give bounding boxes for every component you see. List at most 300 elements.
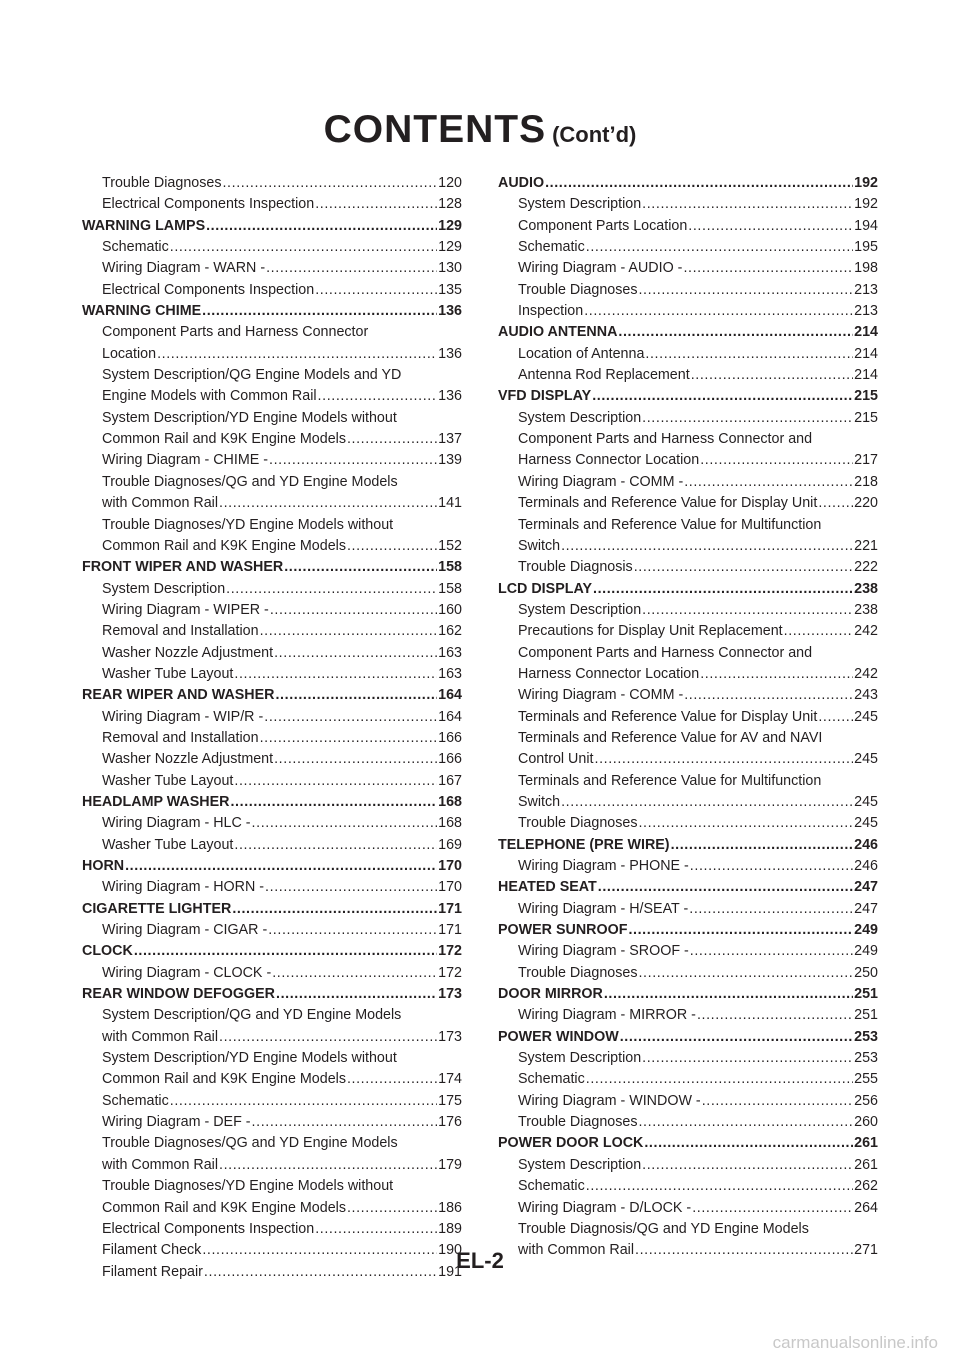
dot-leader bbox=[684, 472, 853, 493]
toc-entry-title: System Description bbox=[102, 580, 226, 597]
toc-entry-title: with Common Rail bbox=[518, 1242, 634, 1259]
dot-leader bbox=[784, 621, 854, 642]
toc-entry[interactable] bbox=[82, 1048, 462, 1069]
toc-entry-title: HEATED SEAT bbox=[498, 879, 597, 896]
toc-entry[interactable] bbox=[82, 1133, 462, 1154]
toc-page-number: 190 bbox=[438, 1242, 462, 1259]
toc-entry-title: Component Parts Location bbox=[518, 217, 688, 234]
toc-entry[interactable] bbox=[498, 301, 878, 322]
toc-entry-title: CLOCK bbox=[82, 943, 133, 960]
toc-entry-title: POWER DOOR LOCK bbox=[498, 1135, 644, 1152]
dot-leader bbox=[595, 749, 854, 770]
toc-entry[interactable] bbox=[82, 280, 462, 301]
dot-leader bbox=[234, 771, 437, 792]
dot-leader bbox=[284, 557, 437, 578]
dot-leader bbox=[275, 685, 437, 706]
toc-entry-title: Wiring Diagram - WINDOW - bbox=[518, 1092, 701, 1109]
toc-page-number: 189 bbox=[438, 1220, 462, 1237]
toc-page-number: 130 bbox=[438, 260, 462, 277]
toc-entry-title: Terminals and Reference Value for Multifunction bbox=[518, 772, 822, 789]
toc-page-number: 213 bbox=[854, 281, 878, 298]
dot-leader bbox=[688, 216, 853, 237]
toc-section-heading[interactable] bbox=[498, 322, 878, 343]
toc-entry-title: Trouble Diagnoses/YD Engine Models without bbox=[102, 516, 394, 533]
toc-page-number: 169 bbox=[438, 836, 462, 853]
dot-leader bbox=[618, 322, 853, 343]
dot-leader bbox=[170, 237, 437, 258]
toc-entry-title: Component Parts and Harness Connector bbox=[102, 324, 369, 341]
dot-leader bbox=[586, 1176, 853, 1197]
toc-page-number: 163 bbox=[438, 665, 462, 682]
dot-leader bbox=[269, 450, 437, 471]
dot-leader bbox=[700, 664, 853, 685]
toc-entry-title: DOOR MIRROR bbox=[498, 986, 603, 1003]
toc-page-number: 221 bbox=[854, 537, 878, 554]
dot-leader bbox=[690, 941, 853, 962]
toc-entry[interactable] bbox=[498, 194, 878, 215]
toc-section-heading[interactable] bbox=[82, 557, 462, 578]
toc-section-heading[interactable] bbox=[498, 579, 878, 600]
toc-page-number: 242 bbox=[854, 623, 878, 640]
toc-entry-title: System Description/YD Engine Models without bbox=[102, 1050, 397, 1067]
toc-page-number: 175 bbox=[438, 1092, 462, 1109]
toc-entry[interactable] bbox=[82, 429, 462, 450]
toc-entry[interactable] bbox=[82, 344, 462, 365]
toc-entry[interactable] bbox=[498, 664, 878, 685]
toc-page-number: 173 bbox=[438, 986, 462, 1003]
toc-entry-title: System Description/QG and YD Engine Models bbox=[102, 1007, 402, 1024]
toc-page-number: 246 bbox=[854, 836, 878, 853]
dot-leader bbox=[264, 707, 437, 728]
dot-leader bbox=[272, 963, 437, 984]
toc-entry[interactable] bbox=[82, 450, 462, 471]
toc-entry[interactable] bbox=[498, 1005, 878, 1026]
toc-entry[interactable] bbox=[498, 472, 878, 493]
toc-entry-title: Wiring Diagram - CLOCK - bbox=[102, 964, 272, 981]
toc-entry[interactable] bbox=[498, 365, 878, 386]
toc-entry-title: Schematic bbox=[102, 1092, 169, 1109]
toc-entry-title: with Common Rail bbox=[102, 1028, 218, 1045]
toc-entry-title: Wiring Diagram - COMM - bbox=[518, 473, 684, 490]
toc-entry[interactable] bbox=[82, 493, 462, 514]
toc-entry-title: Trouble Diagnoses bbox=[518, 964, 638, 981]
toc-section-heading[interactable] bbox=[498, 877, 878, 898]
toc-entry-title: Trouble Diagnoses/QG and YD Engine Models bbox=[102, 1135, 398, 1152]
dot-leader bbox=[252, 1112, 438, 1133]
toc-page-number: 171 bbox=[438, 900, 462, 917]
toc-entry-title: Wiring Diagram - COMM - bbox=[518, 687, 684, 704]
toc-section-heading[interactable] bbox=[498, 173, 878, 194]
toc-entry[interactable] bbox=[82, 579, 462, 600]
toc-page-number: 255 bbox=[854, 1071, 878, 1088]
toc-entry-title: REAR WIPER AND WASHER bbox=[82, 687, 275, 704]
toc-entry[interactable] bbox=[498, 771, 878, 792]
dot-leader bbox=[671, 835, 854, 856]
toc-entry[interactable] bbox=[498, 749, 878, 770]
toc-entry[interactable] bbox=[498, 643, 878, 664]
toc-entry-title: Wiring Diagram - MIRROR - bbox=[518, 1007, 696, 1024]
dot-leader bbox=[628, 920, 853, 941]
toc-entry[interactable] bbox=[82, 365, 462, 386]
toc-page-number: 129 bbox=[438, 217, 462, 234]
toc-section-heading[interactable] bbox=[82, 856, 462, 877]
dot-leader bbox=[226, 579, 437, 600]
toc-entry-title: Component Parts and Harness Connector and bbox=[518, 431, 813, 448]
toc-entry-title: Wiring Diagram - WIPER - bbox=[102, 601, 269, 618]
toc-entry[interactable] bbox=[82, 749, 462, 770]
toc-entry-title: System Description bbox=[518, 1156, 642, 1173]
toc-section-heading[interactable] bbox=[498, 835, 878, 856]
toc-entry-title: Terminals and Reference Value for Multifunction bbox=[518, 516, 822, 533]
toc-entry-title: Wiring Diagram - WARN - bbox=[102, 260, 266, 277]
toc-entry-title: Wiring Diagram - CHIME - bbox=[102, 452, 269, 469]
toc-entry-title: Trouble Diagnosis/QG and YD Engine Models bbox=[518, 1220, 809, 1237]
toc-entry[interactable] bbox=[498, 1069, 878, 1090]
toc-entry-title: Trouble Diagnoses/YD Engine Models without bbox=[102, 1178, 394, 1195]
toc-page-number: 128 bbox=[438, 196, 462, 213]
dot-leader bbox=[252, 813, 438, 834]
toc-entry-title: Filament Repair bbox=[102, 1263, 203, 1280]
toc-entry-title: Wiring Diagram - H/SEAT - bbox=[518, 900, 689, 917]
toc-entry[interactable] bbox=[498, 600, 878, 621]
toc-entry[interactable] bbox=[82, 1176, 462, 1197]
toc-entry-title: Trouble Diagnoses bbox=[518, 1114, 638, 1131]
toc-entry[interactable] bbox=[82, 536, 462, 557]
toc-entry[interactable] bbox=[498, 685, 878, 706]
toc-right-column bbox=[498, 173, 878, 1262]
toc-entry-title: Common Rail and K9K Engine Models bbox=[102, 1199, 346, 1216]
toc-page-number: 214 bbox=[854, 324, 878, 341]
toc-page-number: 215 bbox=[854, 409, 878, 426]
toc-page-number: 170 bbox=[438, 858, 462, 874]
toc-entry[interactable] bbox=[498, 707, 878, 728]
toc-page-number: 164 bbox=[438, 708, 462, 725]
dot-leader bbox=[645, 344, 853, 365]
dot-leader bbox=[638, 813, 853, 834]
toc-page-number: 218 bbox=[854, 473, 878, 490]
dot-leader bbox=[604, 984, 853, 1005]
dot-leader bbox=[232, 899, 437, 920]
toc-page-number: 213 bbox=[854, 303, 878, 320]
toc-entry[interactable] bbox=[498, 450, 878, 471]
toc-entry-title: Wiring Diagram - SROOF - bbox=[518, 943, 689, 960]
toc-entry[interactable] bbox=[82, 173, 462, 194]
toc-page-number: 262 bbox=[854, 1178, 878, 1195]
toc-entry[interactable] bbox=[82, 920, 462, 941]
toc-entry[interactable] bbox=[82, 472, 462, 493]
toc-section-heading[interactable] bbox=[82, 941, 462, 962]
toc-entry[interactable] bbox=[498, 1112, 878, 1133]
toc-page-number: 135 bbox=[438, 281, 462, 298]
toc-page-number: 251 bbox=[854, 1007, 878, 1024]
toc-page-number: 167 bbox=[438, 772, 462, 789]
toc-entry-title: with Common Rail bbox=[102, 1156, 218, 1173]
toc-entry-title: Filament Check bbox=[102, 1242, 202, 1259]
dot-leader bbox=[818, 493, 853, 514]
toc-entry-title: Engine Models with Common Rail bbox=[102, 388, 317, 405]
toc-entry[interactable] bbox=[498, 536, 878, 557]
dot-leader bbox=[642, 194, 853, 215]
toc-entry[interactable] bbox=[498, 728, 878, 749]
toc-page-number: 214 bbox=[854, 345, 878, 362]
toc-page-number: 198 bbox=[854, 260, 878, 277]
toc-entry[interactable] bbox=[82, 707, 462, 728]
dot-leader bbox=[276, 984, 437, 1005]
dot-leader bbox=[219, 1155, 437, 1176]
dot-leader bbox=[315, 280, 437, 301]
dot-leader bbox=[222, 173, 437, 194]
toc-page-number: 139 bbox=[438, 452, 462, 469]
toc-entry[interactable] bbox=[498, 621, 878, 642]
toc-page-number: 166 bbox=[438, 751, 462, 768]
dot-leader bbox=[691, 365, 853, 386]
toc-entry-title: Location of Antenna bbox=[518, 345, 645, 362]
toc-entry[interactable] bbox=[82, 1091, 462, 1112]
toc-entry[interactable] bbox=[82, 643, 462, 664]
dot-leader bbox=[561, 536, 853, 557]
toc-page-number: 195 bbox=[854, 239, 878, 256]
toc-page-number: 129 bbox=[438, 239, 462, 256]
toc-entry[interactable] bbox=[498, 429, 878, 450]
toc-section-heading[interactable] bbox=[82, 792, 462, 813]
toc-entry-title: WARNING LAMPS bbox=[82, 217, 206, 234]
toc-section-heading[interactable] bbox=[82, 984, 462, 1005]
toc-entry[interactable] bbox=[498, 557, 878, 578]
dot-leader bbox=[234, 835, 437, 856]
toc-page-number: 249 bbox=[854, 943, 878, 960]
toc-entry[interactable] bbox=[498, 1155, 878, 1176]
toc-entry[interactable] bbox=[498, 1219, 878, 1240]
toc-section-heading[interactable] bbox=[82, 216, 462, 237]
toc-entry-title: Trouble Diagnoses/QG and YD Engine Models bbox=[102, 473, 398, 490]
toc-entry-title: Common Rail and K9K Engine Models bbox=[102, 1071, 346, 1088]
toc-entry[interactable] bbox=[82, 515, 462, 536]
toc-page-number: 136 bbox=[438, 388, 462, 405]
dot-leader bbox=[642, 1155, 853, 1176]
toc-page-number: 260 bbox=[854, 1114, 878, 1131]
toc-section-heading[interactable] bbox=[498, 1133, 878, 1154]
toc-entry-title: Harness Connector Location bbox=[518, 665, 700, 682]
toc-entry-title: Terminals and Reference Value for Display Unit bbox=[518, 708, 818, 725]
toc-entry[interactable] bbox=[82, 1027, 462, 1048]
toc-page-number: 256 bbox=[854, 1092, 878, 1109]
toc-entry-title: Harness Connector Location bbox=[518, 452, 700, 469]
toc-entry-title: Common Rail and K9K Engine Models bbox=[102, 537, 346, 554]
toc-entry-title: System Description/YD Engine Models without bbox=[102, 409, 397, 426]
toc-section-heading[interactable] bbox=[82, 899, 462, 920]
toc-entry-title: TELEPHONE (PRE WIRE) bbox=[498, 836, 670, 853]
toc-entry[interactable] bbox=[82, 258, 462, 279]
dot-leader bbox=[592, 386, 853, 407]
toc-entry[interactable] bbox=[498, 344, 878, 365]
toc-entry[interactable] bbox=[498, 515, 878, 536]
toc-entry-title: System Description bbox=[518, 196, 642, 213]
toc-entry[interactable] bbox=[82, 322, 462, 343]
toc-page-number: 192 bbox=[854, 196, 878, 213]
dot-leader bbox=[689, 899, 853, 920]
toc-entry[interactable] bbox=[498, 408, 878, 429]
dot-leader bbox=[274, 749, 437, 770]
toc-entry[interactable] bbox=[82, 1069, 462, 1090]
toc-entry[interactable] bbox=[82, 408, 462, 429]
dot-leader bbox=[270, 600, 437, 621]
toc-entry-title: System Description bbox=[518, 409, 642, 426]
toc-entry[interactable] bbox=[498, 792, 878, 813]
toc-entry[interactable] bbox=[82, 1219, 462, 1240]
dot-leader bbox=[584, 301, 853, 322]
toc-page-number: 245 bbox=[854, 751, 878, 768]
toc-page-number: 245 bbox=[854, 708, 878, 725]
toc-entry-title: VFD DISPLAY bbox=[498, 388, 592, 405]
toc-entry[interactable] bbox=[82, 621, 462, 642]
toc-entry[interactable] bbox=[498, 280, 878, 301]
toc-section-heading[interactable] bbox=[498, 920, 878, 941]
dot-leader bbox=[638, 1112, 853, 1133]
toc-entry[interactable] bbox=[82, 194, 462, 215]
toc-entry[interactable] bbox=[82, 877, 462, 898]
dot-leader bbox=[634, 557, 853, 578]
toc-page-number: 191 bbox=[438, 1263, 462, 1280]
toc-entry-title: Wiring Diagram - DEF - bbox=[102, 1114, 251, 1131]
toc-entry[interactable] bbox=[82, 728, 462, 749]
toc-entry-title: Electrical Components Inspection bbox=[102, 196, 315, 213]
dot-leader bbox=[347, 1069, 437, 1090]
toc-section-heading[interactable] bbox=[82, 685, 462, 706]
toc-page-number: 249 bbox=[854, 922, 878, 939]
toc-entry-title: HORN bbox=[82, 858, 125, 874]
toc-page-number: 136 bbox=[438, 345, 462, 362]
toc-page-number: 214 bbox=[854, 367, 878, 384]
toc-page-number: 172 bbox=[438, 964, 462, 981]
toc-entry-title: LCD DISPLAY bbox=[498, 580, 593, 597]
toc-section-heading[interactable] bbox=[82, 301, 462, 322]
toc-entry[interactable] bbox=[498, 1176, 878, 1197]
dot-leader bbox=[347, 536, 437, 557]
toc-entry-title: Control Unit bbox=[518, 751, 594, 768]
toc-entry-title: Wiring Diagram - D/LOCK - bbox=[518, 1199, 692, 1216]
toc-page-number: 271 bbox=[854, 1242, 878, 1259]
toc-entry[interactable] bbox=[498, 856, 878, 877]
toc-page-number: 253 bbox=[854, 1028, 878, 1045]
dot-leader bbox=[561, 792, 853, 813]
toc-entry[interactable] bbox=[82, 664, 462, 685]
toc-left-column bbox=[82, 173, 462, 1283]
toc-entry-title: Schematic bbox=[518, 1178, 585, 1195]
toc-page-number: 186 bbox=[438, 1199, 462, 1216]
toc-entry[interactable] bbox=[82, 237, 462, 258]
toc-page-number: 250 bbox=[854, 964, 878, 981]
toc-entry-title: Wiring Diagram - AUDIO - bbox=[518, 260, 683, 277]
dot-leader bbox=[125, 856, 437, 877]
toc-entry[interactable] bbox=[498, 941, 878, 962]
toc-entry[interactable] bbox=[498, 1048, 878, 1069]
dot-leader bbox=[265, 877, 437, 898]
dot-leader bbox=[274, 643, 437, 664]
dot-leader bbox=[315, 194, 437, 215]
dot-leader bbox=[683, 258, 853, 279]
dot-leader bbox=[230, 792, 437, 813]
toc-entry[interactable] bbox=[498, 493, 878, 514]
toc-entry-title: Removal and Installation bbox=[102, 729, 259, 746]
toc-page-number: 261 bbox=[854, 1156, 878, 1173]
toc-page-number: 243 bbox=[854, 687, 878, 704]
toc-entry[interactable] bbox=[498, 1198, 878, 1219]
toc-entry[interactable] bbox=[82, 1198, 462, 1219]
toc-page-number: 164 bbox=[438, 687, 462, 704]
toc-section-heading[interactable] bbox=[498, 984, 878, 1005]
toc-entry[interactable] bbox=[498, 813, 878, 834]
toc-page-number: 158 bbox=[438, 580, 462, 597]
toc-entry[interactable] bbox=[82, 963, 462, 984]
toc-page-number: 220 bbox=[854, 495, 878, 512]
toc-entry[interactable] bbox=[498, 1091, 878, 1112]
dot-leader bbox=[700, 450, 853, 471]
dot-leader bbox=[347, 1198, 437, 1219]
toc-entry-title: Terminals and Reference Value for Display Unit bbox=[518, 495, 818, 512]
toc-section-heading[interactable] bbox=[498, 1027, 878, 1048]
toc-page-number: 174 bbox=[438, 1071, 462, 1088]
toc-page-number: 158 bbox=[438, 559, 462, 576]
dot-leader bbox=[586, 237, 853, 258]
dot-leader bbox=[219, 493, 437, 514]
dot-leader bbox=[170, 1091, 437, 1112]
dot-leader bbox=[638, 280, 853, 301]
toc-entry[interactable] bbox=[498, 216, 878, 237]
toc-entry[interactable] bbox=[82, 600, 462, 621]
dot-leader bbox=[586, 1069, 853, 1090]
toc-section-heading[interactable] bbox=[498, 386, 878, 407]
toc-page-number: 162 bbox=[438, 623, 462, 640]
toc-entry[interactable] bbox=[82, 1112, 462, 1133]
toc-entry[interactable] bbox=[82, 771, 462, 792]
toc-entry-title: Trouble Diagnoses bbox=[518, 281, 638, 298]
toc-page-number: 245 bbox=[854, 815, 878, 832]
toc-entry[interactable] bbox=[82, 835, 462, 856]
toc-page-number: 137 bbox=[438, 431, 462, 448]
toc-entry[interactable] bbox=[498, 899, 878, 920]
dot-leader bbox=[692, 1198, 853, 1219]
toc-page-number: 163 bbox=[438, 644, 462, 661]
toc-entry[interactable] bbox=[82, 1005, 462, 1026]
toc-page-number: 166 bbox=[438, 729, 462, 746]
toc-page-number: 171 bbox=[438, 922, 462, 939]
toc-entry[interactable] bbox=[498, 258, 878, 279]
toc-entry[interactable] bbox=[82, 1155, 462, 1176]
toc-page-number: 238 bbox=[854, 580, 878, 597]
toc-page-number: 247 bbox=[854, 879, 878, 896]
toc-page-number: 179 bbox=[438, 1156, 462, 1173]
dot-leader bbox=[638, 963, 853, 984]
toc-entry-title: Electrical Components Inspection bbox=[102, 1220, 315, 1237]
toc-page-number: 242 bbox=[854, 665, 878, 682]
toc-page-number: 136 bbox=[438, 303, 462, 320]
toc-entry[interactable] bbox=[498, 237, 878, 258]
dot-leader bbox=[347, 429, 437, 450]
toc-entry[interactable] bbox=[82, 813, 462, 834]
toc-entry[interactable] bbox=[82, 386, 462, 407]
toc-page-number: 215 bbox=[854, 388, 878, 405]
watermark: carmanualsonline.info bbox=[772, 1333, 938, 1352]
dot-leader bbox=[234, 664, 437, 685]
toc-page-number: 251 bbox=[854, 986, 878, 1003]
toc-page-number: 264 bbox=[854, 1199, 878, 1216]
toc-entry-title: Schematic bbox=[518, 1071, 585, 1088]
toc-page-number: 152 bbox=[438, 537, 462, 554]
title-subtitle: (Cont’d) bbox=[552, 122, 637, 147]
toc-entry[interactable] bbox=[498, 963, 878, 984]
toc-entry-title: Wiring Diagram - HLC - bbox=[102, 815, 251, 832]
toc-entry-title: Wiring Diagram - CIGAR - bbox=[102, 922, 268, 939]
